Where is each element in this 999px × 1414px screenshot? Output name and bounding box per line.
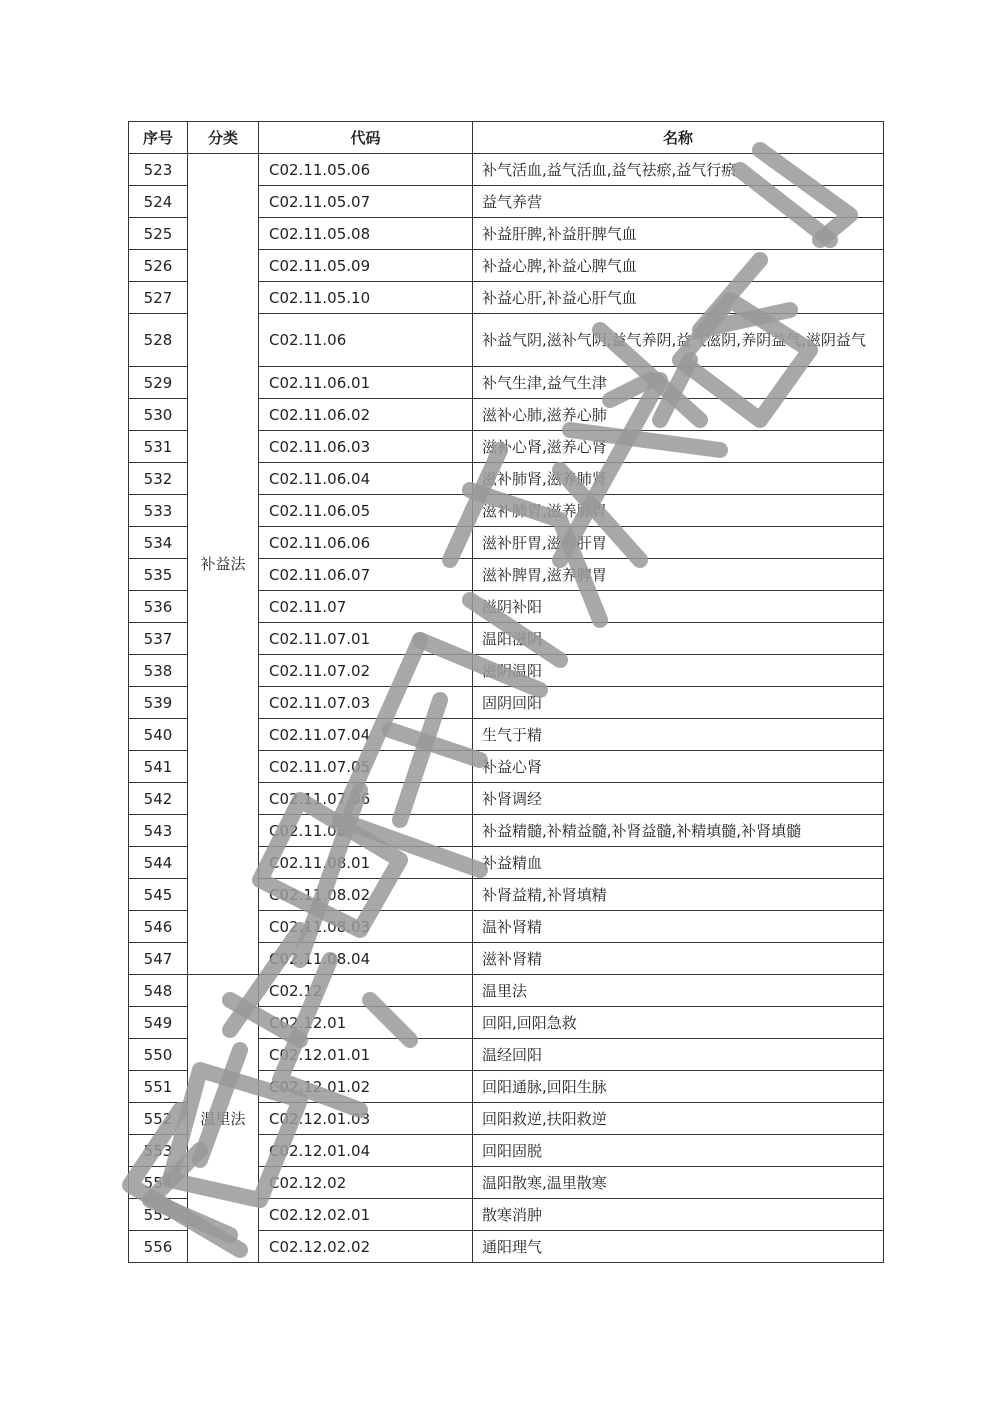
row-code: C02.11.05.08 — [259, 218, 473, 250]
row-index: 524 — [129, 186, 188, 218]
row-index: 553 — [129, 1135, 188, 1167]
row-code: C02.12.01.03 — [259, 1103, 473, 1135]
row-index: 535 — [129, 559, 188, 591]
header-code: 代码 — [259, 122, 473, 154]
row-name: 回阳固脱 — [473, 1135, 884, 1167]
row-index: 552 — [129, 1103, 188, 1135]
row-code: C02.11.06.06 — [259, 527, 473, 559]
row-code: C02.11.07.06 — [259, 783, 473, 815]
row-index: 530 — [129, 399, 188, 431]
row-code: C02.11.07.04 — [259, 719, 473, 751]
row-name: 滋补肝胃,滋养肝胃 — [473, 527, 884, 559]
row-name: 散寒消肿 — [473, 1199, 884, 1231]
row-name: 补肾益精,补肾填精 — [473, 879, 884, 911]
row-name: 补益心肝,补益心肝气血 — [473, 282, 884, 314]
terminology-table — [128, 121, 884, 1263]
row-name: 回阳,回阳急救 — [473, 1007, 884, 1039]
row-name: 补肾调经 — [473, 783, 884, 815]
row-index: 531 — [129, 431, 188, 463]
row-index: 556 — [129, 1231, 188, 1263]
row-code: C02.11.08.01 — [259, 847, 473, 879]
row-index: 554 — [129, 1167, 188, 1199]
row-code: C02.11.06.02 — [259, 399, 473, 431]
row-index: 545 — [129, 879, 188, 911]
row-name: 益气养营 — [473, 186, 884, 218]
header-category: 分类 — [188, 122, 259, 154]
row-code: C02.11.06.03 — [259, 431, 473, 463]
row-code: C02.11.05.09 — [259, 250, 473, 282]
row-index: 542 — [129, 783, 188, 815]
row-name: 滋阴补阳 — [473, 591, 884, 623]
row-index: 543 — [129, 815, 188, 847]
row-index: 533 — [129, 495, 188, 527]
row-code: C02.12.01 — [259, 1007, 473, 1039]
row-index: 532 — [129, 463, 188, 495]
category-cell: 补益法 — [188, 154, 259, 975]
row-code: C02.11.07.02 — [259, 655, 473, 687]
row-code: C02.12.01.02 — [259, 1071, 473, 1103]
row-code: C02.11.06.05 — [259, 495, 473, 527]
row-name: 补益精髓,补精益髓,补肾益髓,补精填髓,补肾填髓 — [473, 815, 884, 847]
row-code: C02.12.01.01 — [259, 1039, 473, 1071]
row-code: C02.11.06.04 — [259, 463, 473, 495]
row-name: 滋补心肾,滋养心肾 — [473, 431, 884, 463]
row-name: 补益心肾 — [473, 751, 884, 783]
row-index: 527 — [129, 282, 188, 314]
row-code: C02.12 — [259, 975, 473, 1007]
row-index: 529 — [129, 367, 188, 399]
row-code: C02.11.07.05 — [259, 751, 473, 783]
row-code: C02.12.01.04 — [259, 1135, 473, 1167]
row-name: 补气活血,益气活血,益气祛瘀,益气行瘀 — [473, 154, 884, 186]
row-name: 温经回阳 — [473, 1039, 884, 1071]
row-name: 补气生津,益气生津 — [473, 367, 884, 399]
header-index: 序号 — [129, 122, 188, 154]
table-row — [129, 154, 884, 186]
header-name: 名称 — [473, 122, 884, 154]
row-name: 滋补心肺,滋养心肺 — [473, 399, 884, 431]
category-cell: 温里法 — [188, 975, 259, 1263]
row-name: 补益肝脾,补益肝脾气血 — [473, 218, 884, 250]
row-index: 541 — [129, 751, 188, 783]
row-code: C02.11.06.07 — [259, 559, 473, 591]
row-index: 526 — [129, 250, 188, 282]
row-index: 546 — [129, 911, 188, 943]
row-index: 540 — [129, 719, 188, 751]
row-name: 通阳理气 — [473, 1231, 884, 1263]
row-index: 549 — [129, 1007, 188, 1039]
row-index: 525 — [129, 218, 188, 250]
table-row — [129, 975, 884, 1007]
row-code: C02.11.05.10 — [259, 282, 473, 314]
row-code: C02.11.08.04 — [259, 943, 473, 975]
row-index: 534 — [129, 527, 188, 559]
row-code: C02.11.08.03 — [259, 911, 473, 943]
row-name: 滋阴温阳 — [473, 655, 884, 687]
row-index: 555 — [129, 1199, 188, 1231]
row-code: C02.11.06 — [259, 314, 473, 367]
row-code: C02.11.08.02 — [259, 879, 473, 911]
row-name: 补益心脾,补益心脾气血 — [473, 250, 884, 282]
row-code: C02.11.07.03 — [259, 687, 473, 719]
row-name: 回阳通脉,回阳生脉 — [473, 1071, 884, 1103]
row-name: 回阳救逆,扶阳救逆 — [473, 1103, 884, 1135]
row-name: 补益精血 — [473, 847, 884, 879]
table-body — [129, 154, 884, 1263]
row-name: 滋补肾精 — [473, 943, 884, 975]
row-name: 温补肾精 — [473, 911, 884, 943]
row-code: C02.12.02 — [259, 1167, 473, 1199]
row-code: C02.11.07.01 — [259, 623, 473, 655]
row-index: 544 — [129, 847, 188, 879]
row-name: 温阳散寒,温里散寒 — [473, 1167, 884, 1199]
row-index: 536 — [129, 591, 188, 623]
row-index: 523 — [129, 154, 188, 186]
row-index: 528 — [129, 314, 188, 367]
row-index: 548 — [129, 975, 188, 1007]
row-code: C02.11.06.01 — [259, 367, 473, 399]
row-code: C02.11.08 — [259, 815, 473, 847]
row-name: 补益气阴,滋补气阴,益气养阴,益气滋阴,养阴益气,滋阴益气 — [473, 314, 884, 367]
row-index: 537 — [129, 623, 188, 655]
row-name: 滋补肺胃,滋养肺胃 — [473, 495, 884, 527]
row-name: 温阳滋阴 — [473, 623, 884, 655]
row-index: 547 — [129, 943, 188, 975]
table-header-row — [129, 122, 884, 154]
row-code: C02.11.05.06 — [259, 154, 473, 186]
row-name: 固阴回阳 — [473, 687, 884, 719]
row-code: C02.11.05.07 — [259, 186, 473, 218]
row-code: C02.11.07 — [259, 591, 473, 623]
row-code: C02.12.02.01 — [259, 1199, 473, 1231]
row-index: 550 — [129, 1039, 188, 1071]
row-name: 滋补肺肾,滋养肺肾 — [473, 463, 884, 495]
row-name: 生气于精 — [473, 719, 884, 751]
row-index: 539 — [129, 687, 188, 719]
row-name: 温里法 — [473, 975, 884, 1007]
row-index: 538 — [129, 655, 188, 687]
row-index: 551 — [129, 1071, 188, 1103]
row-name: 滋补脾胃,滋养脾胃 — [473, 559, 884, 591]
row-code: C02.12.02.02 — [259, 1231, 473, 1263]
